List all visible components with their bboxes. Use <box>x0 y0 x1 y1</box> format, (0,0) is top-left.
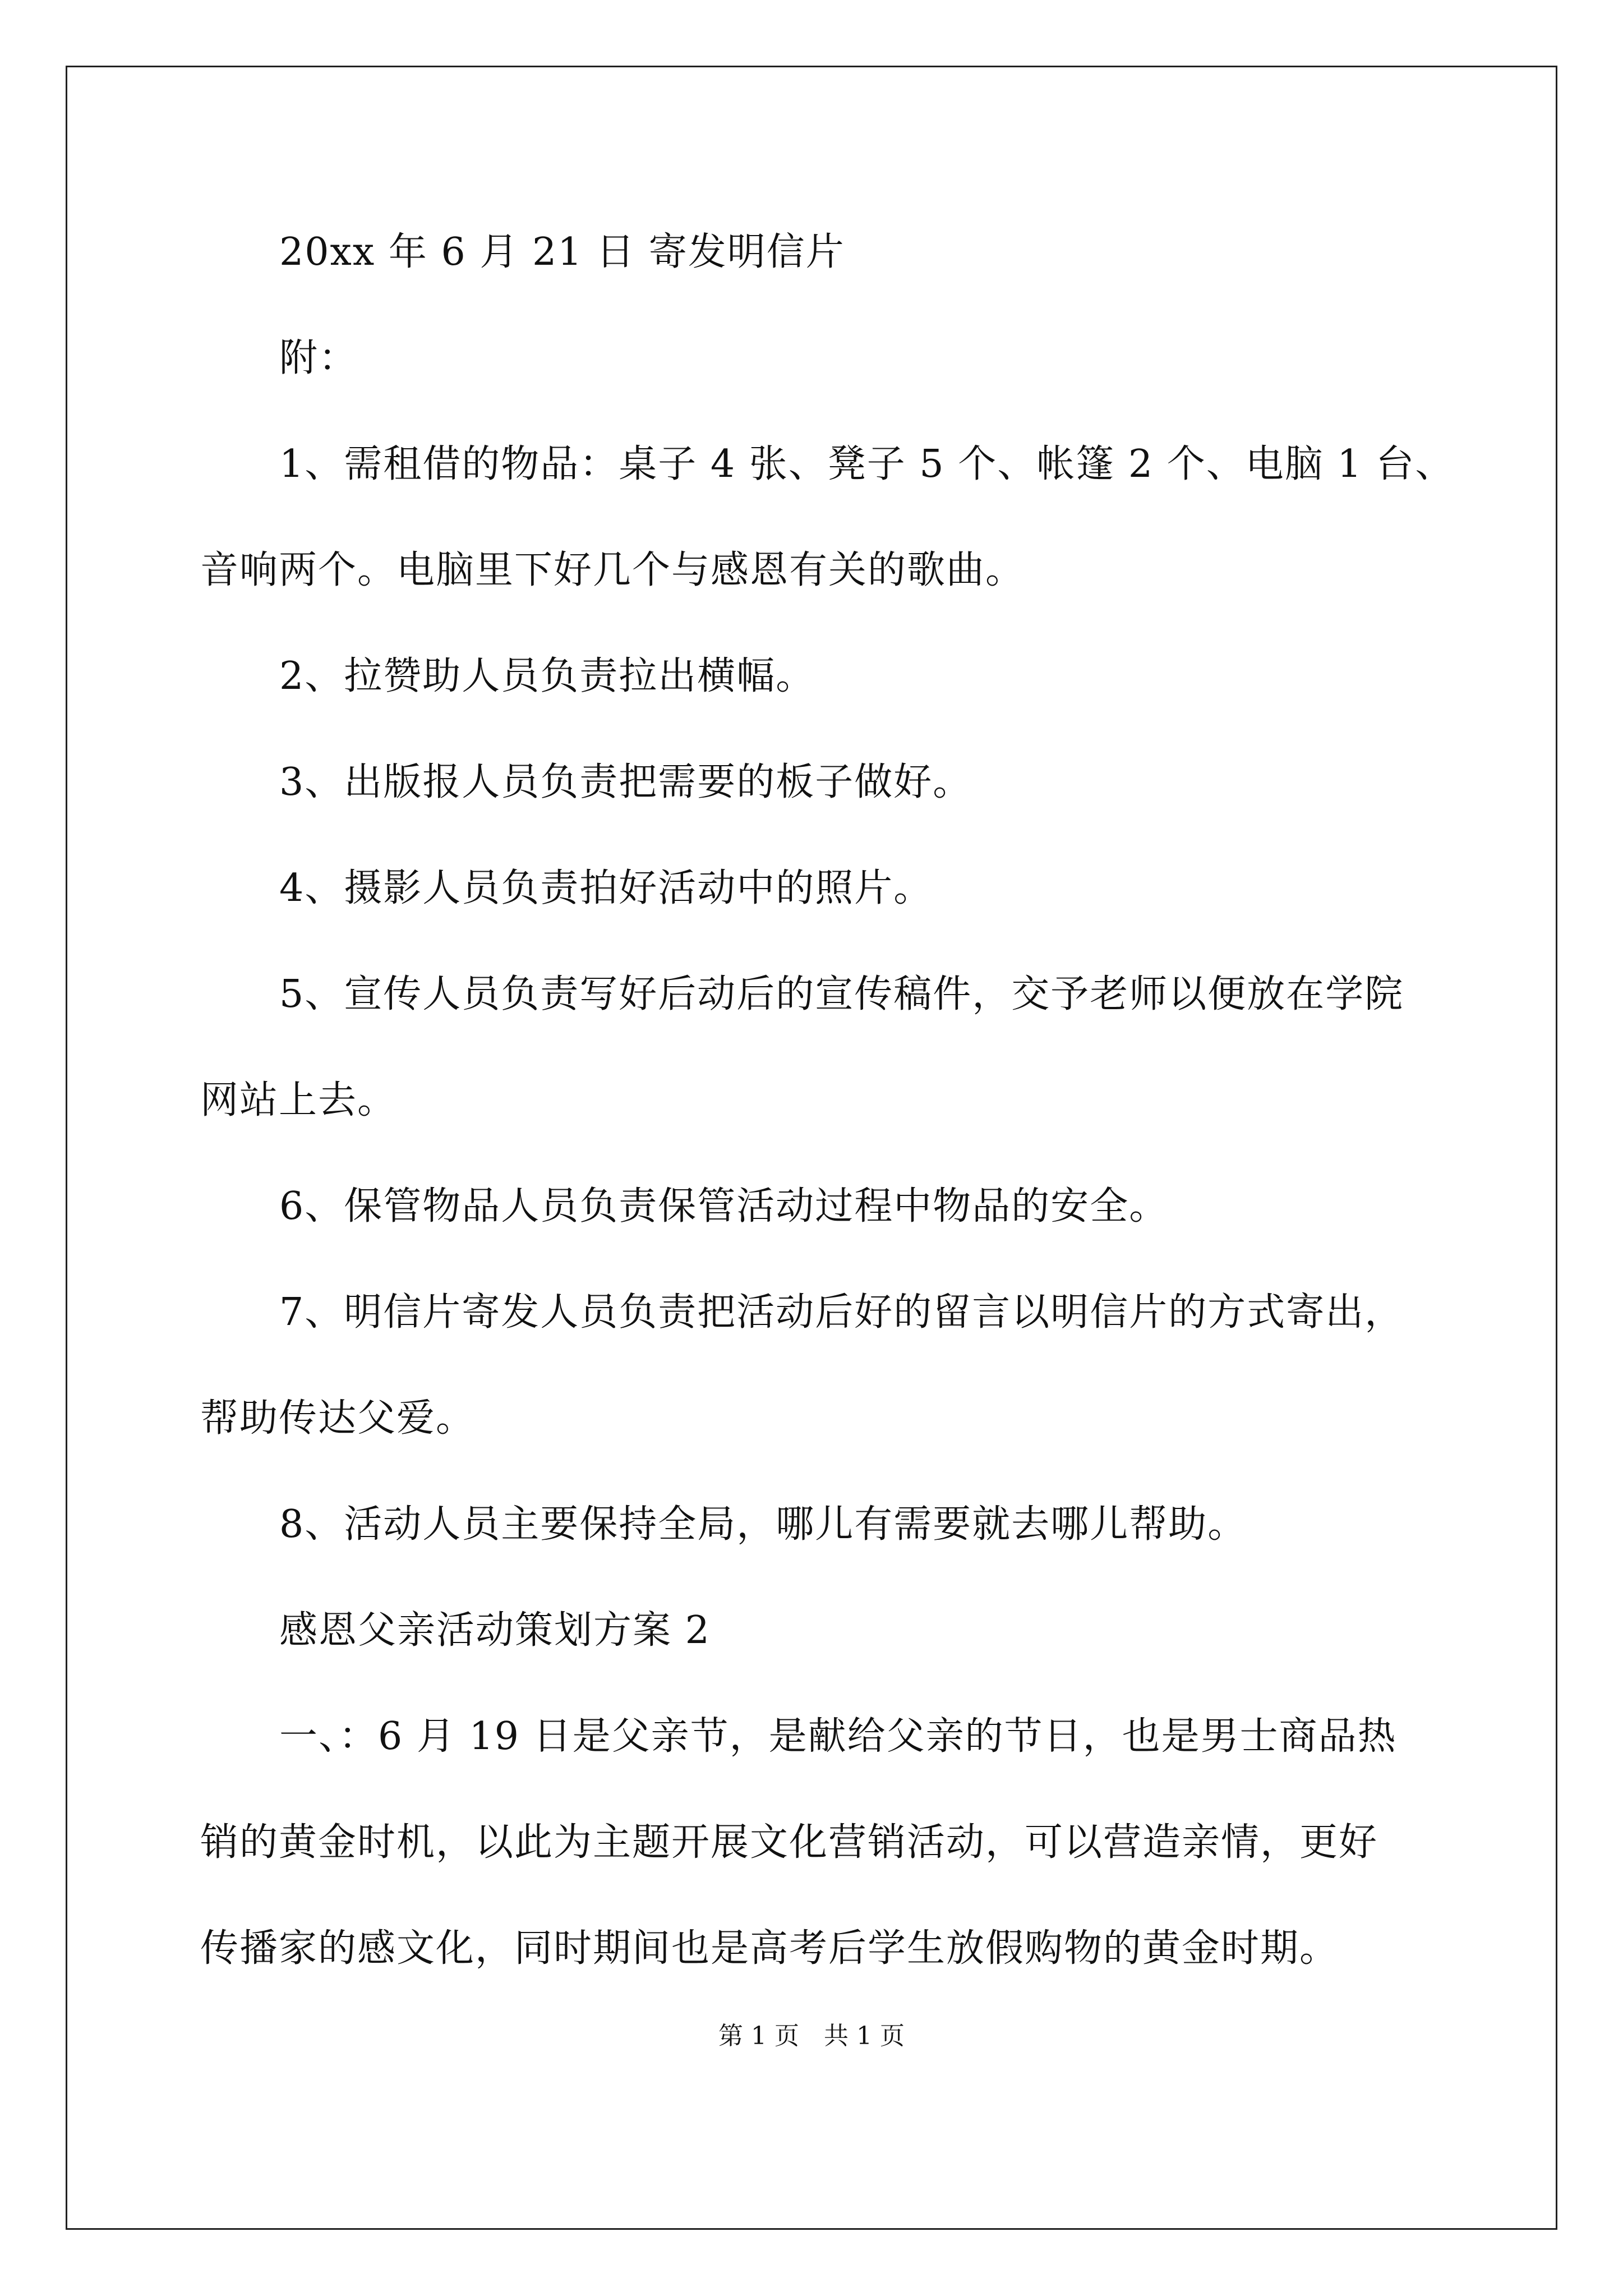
list-item-8: 8、活动人员主要保持全局，哪儿有需要就去哪儿帮助。 <box>279 1502 1247 1547</box>
list-item-6: 6、保管物品人员负责保管活动过程中物品的安全。 <box>279 1184 1169 1228</box>
section-paragraph-line-3: 传播家的感文化，同时期间也是高考后学生放假购物的黄金时期。 <box>200 1926 1339 1971</box>
list-item-1-continued: 音响两个。电脑里下好几个与感恩有关的歌曲。 <box>200 548 1025 592</box>
list-item-4: 4、摄影人员负责拍好活动中的照片。 <box>279 866 933 910</box>
page-border <box>66 66 1557 2230</box>
page-number-footer: 第 1 页 共 1 页 <box>718 2022 905 2050</box>
section-title: 感恩父亲活动策划方案 2 <box>279 1608 711 1653</box>
list-item-7: 7、明信片寄发人员负责把活动后好的留言以明信片的方式寄出， <box>279 1290 1404 1335</box>
list-item-5-continued: 网站上去。 <box>200 1078 397 1122</box>
section-paragraph-line-2: 销的黄金时机，以此为主题开展文化营销活动，可以营造亲情，更好 <box>200 1820 1378 1865</box>
section-paragraph-line-1: 一、：6 月 19 日是父亲节，是献给父亲的节日，也是男士商品热 <box>279 1714 1397 1759</box>
list-item-2: 2、拉赞助人员负责拉出横幅。 <box>279 654 815 698</box>
date-line: 20xx 年 6 月 21 日 寄发明信片 <box>279 230 845 274</box>
appendix-heading: 附： <box>279 336 358 380</box>
list-item-7-continued: 帮助传达父爱。 <box>200 1396 476 1441</box>
list-item-1: 1、需租借的物品：桌子 4 张、凳子 5 个、帐篷 2 个、电脑 1 台、 <box>279 442 1455 486</box>
list-item-5: 5、宣传人员负责写好后动后的宣传稿件，交予老师以便放在学院 <box>279 972 1404 1016</box>
list-item-3: 3、出版报人员负责把需要的板子做好。 <box>279 760 972 804</box>
